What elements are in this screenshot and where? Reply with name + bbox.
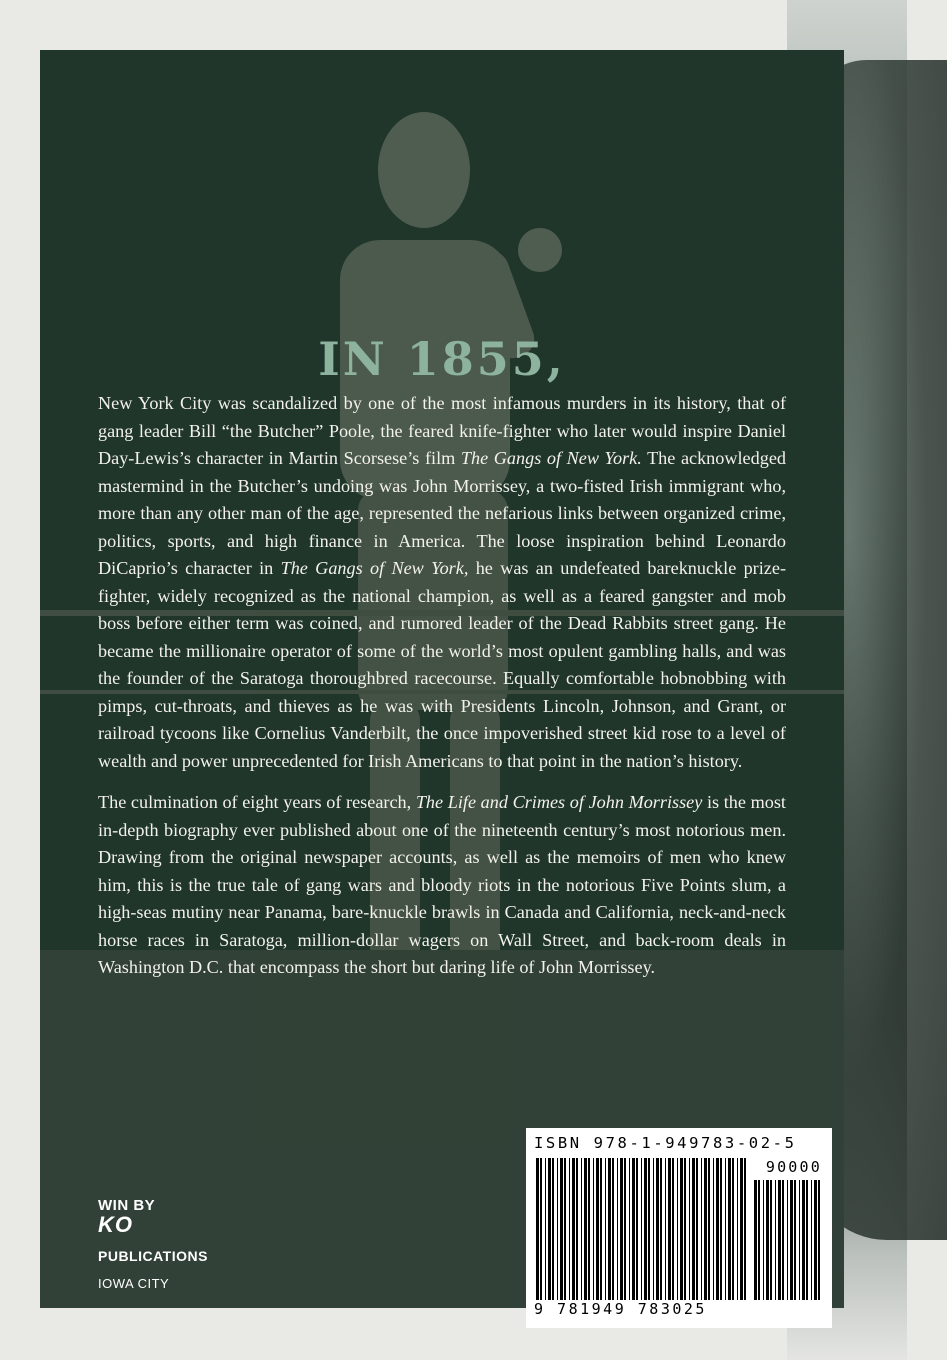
publisher-logo: [98, 1198, 208, 1291]
isbn-digits: 9 781949 783025: [534, 1300, 707, 1318]
publisher-city: IOWA CITY: [98, 1276, 170, 1291]
price-code: 90000: [765, 1158, 822, 1176]
barcode-bars: [536, 1158, 748, 1300]
back-cover-panel: [40, 50, 844, 1318]
publisher-name: PUBLICATIONS: [98, 1248, 208, 1264]
addon-bars: [754, 1180, 822, 1300]
logo-ko: KO: [98, 1212, 133, 1237]
description: [98, 390, 786, 996]
isbn-label: ISBN 978-1-949783-02-5: [534, 1134, 797, 1152]
paragraph-2: The culmination of eight years of research, The Life and Crimes of John Morrissey is the most in-depth biography ever published about one of the nineteenth century’s most notorious men. Drawing from the original newspaper accounts, as well as the memoirs of men who knew him, this is the true tale of gang wars and bloody riots in the notorious Five Points slum, a high-seas mutiny near Panama, bare-knuckle brawls in Canada and California, neck-and-neck horse races in Saratoga, million-dollar wagers on Wall Street, and back-room deals in Washington D.C. that encompass the short but daring life of John Morrissey.: [98, 792, 786, 977]
isbn-barcode: [526, 1128, 832, 1328]
logo-win-by: WIN BY: [98, 1197, 156, 1214]
paragraph-1: New York City was scandalized by one of the most infamous murders in its history, that of gang leader Bill “the Butcher” Poole, the feared knife-fighter who later would inspire Daniel Day-Lewis’s character in Martin Scorsese’s film The Gangs of New York. The acknowledged mastermind in the Butcher’s undoing was John Morrissey, a two-fisted Irish immigrant who, more than any other man of the age, represented the nefarious links between organized crime, politics, sports, and high finance in America. The loose inspiration behind Leonardo DiCaprio’s character in The Gangs of New York, he was an undefeated bareknuckle prize-fighter, widely recognized as the national champion, as well as a feared gangster and mob boss before either term was coined, and rumored leader of the Dead Rabbits street gang. He became the millionaire operator of some of the world’s most opulent gambling halls, and was the founder of the Saratoga thoroughbred racecourse. Equally comfortable hobnobbing with pimps, cut-throats, and thieves as he was with Presidents Lincoln, Johnson, and Grant, or railroad tycoons like Cornelius Vanderbilt, the once impoverished street kid rose to a level of wealth and power unprecedented for Irish Americans to that point in the nation’s history.: [98, 393, 786, 771]
heading: IN 1855,: [318, 332, 566, 386]
